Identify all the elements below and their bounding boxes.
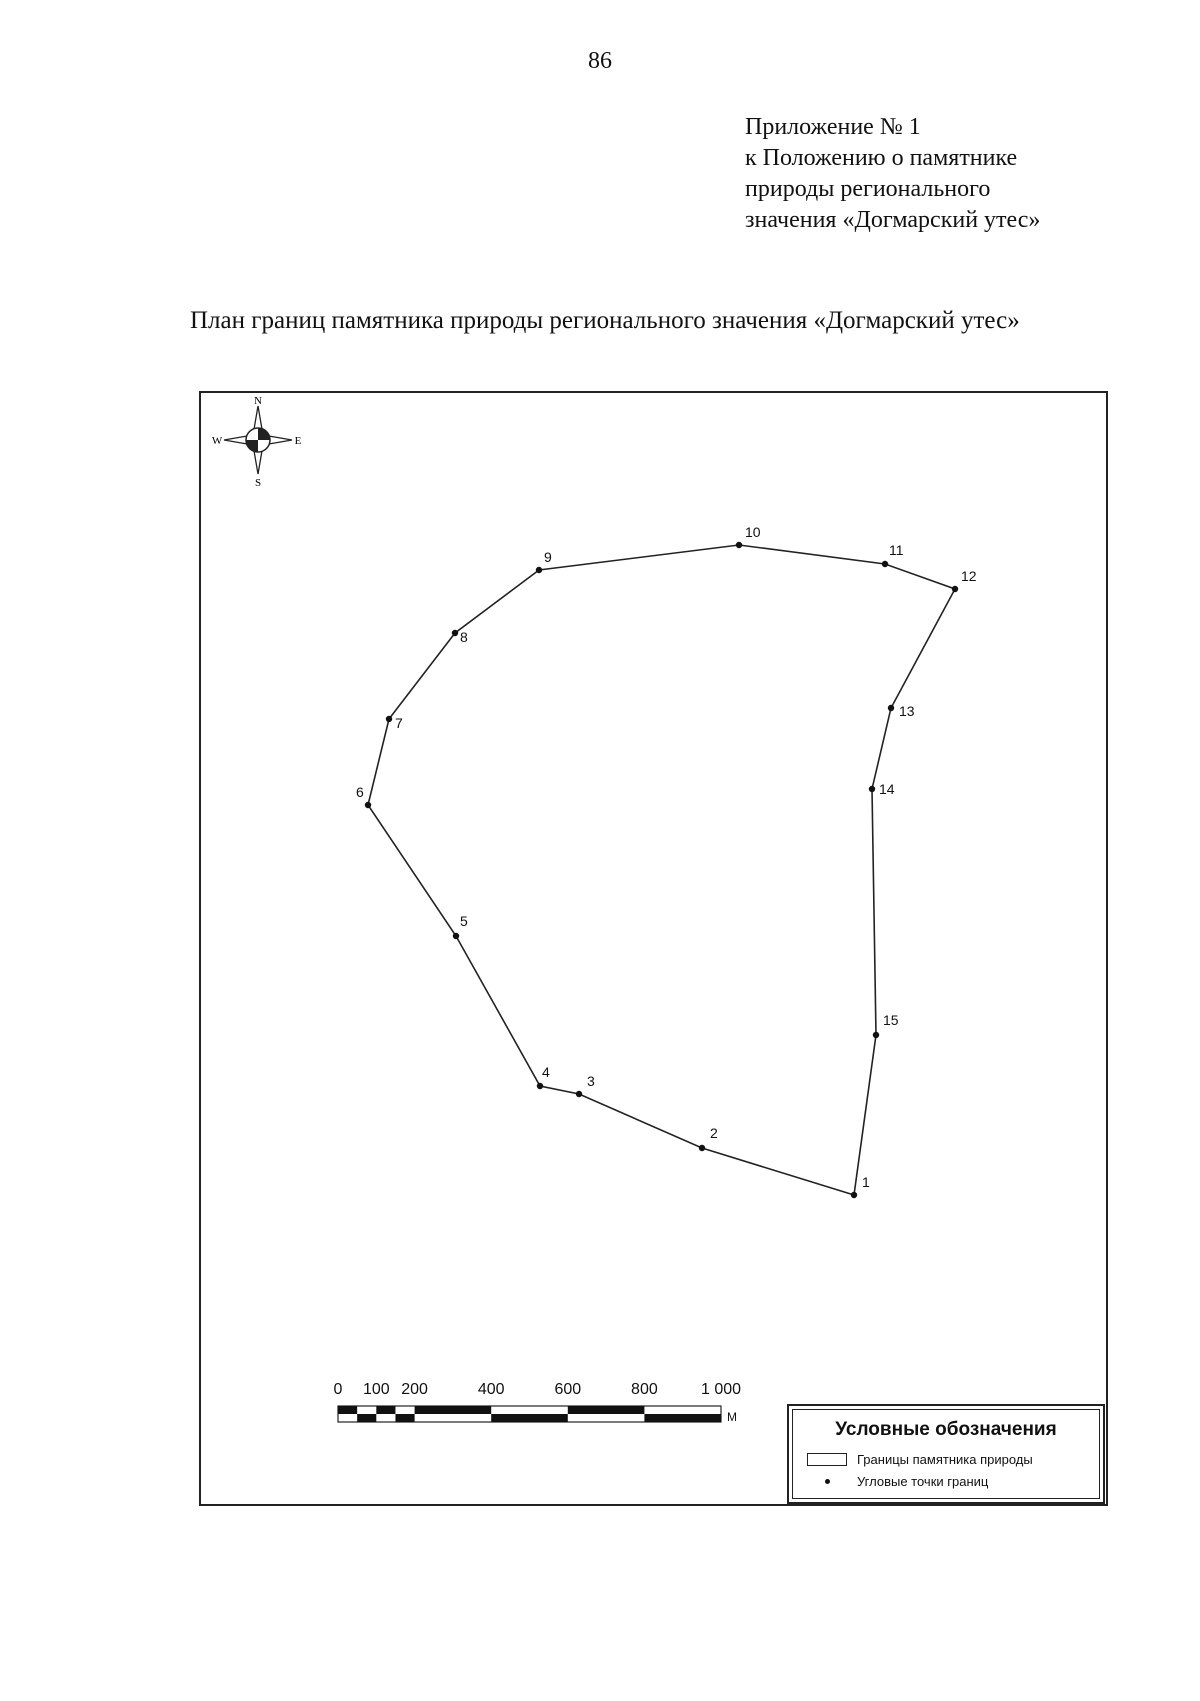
page-number: 86 <box>588 48 612 74</box>
boundary-point-label: 4 <box>542 1064 550 1080</box>
scale-bar <box>334 1381 742 1424</box>
scale-bar-tick-label: 100 <box>362 1381 390 1398</box>
scale-bar-segment <box>357 1414 376 1422</box>
scale-bar-tick-label: 0 <box>333 1381 343 1398</box>
compass-east-label: E <box>294 435 302 447</box>
boundary-point <box>952 586 958 592</box>
boundary-point-label: 12 <box>961 568 977 584</box>
boundary-line <box>368 545 955 1195</box>
boundary-point-label: 15 <box>883 1012 899 1028</box>
boundary-point <box>537 1083 543 1089</box>
legend-row-boundary <box>807 1452 1033 1467</box>
boundary-point-label: 6 <box>356 784 364 800</box>
boundary-point <box>576 1091 582 1097</box>
boundary-point-label: 14 <box>879 781 895 797</box>
legend <box>787 1404 1105 1504</box>
boundary-point-label: 10 <box>745 524 761 540</box>
boundary-point <box>699 1145 705 1151</box>
boundary-point <box>851 1192 857 1198</box>
scale-bar-segment <box>644 1414 721 1422</box>
boundary-point <box>452 630 458 636</box>
boundary-point-label: 13 <box>899 703 915 719</box>
scale-bar-segment <box>376 1406 395 1414</box>
boundary-point-label: 1 <box>862 1174 870 1190</box>
scale-bar-tick-label: 1 000 <box>700 1381 742 1398</box>
boundary-point <box>869 786 875 792</box>
scale-bar-tick-label: 800 <box>631 1381 658 1398</box>
appendix-line: природы регионального <box>745 176 991 202</box>
scale-bar-tick-label: 400 <box>477 1381 505 1398</box>
boundary-point-label: 3 <box>587 1073 595 1089</box>
scale-bar-segment <box>395 1414 414 1422</box>
scale-bar-segment <box>491 1414 568 1422</box>
boundary-point-label: 7 <box>395 715 403 731</box>
legend-boundary-label: Границы памятника природы <box>857 1452 1033 1467</box>
boundary-point <box>536 567 542 573</box>
compass-west-label: W <box>211 435 223 447</box>
scale-bar-tick-label: 600 <box>554 1381 582 1398</box>
compass-north-label: N <box>254 395 262 407</box>
boundary-point <box>888 705 894 711</box>
boundary-layer <box>356 524 977 1198</box>
scale-bar-unit: М <box>727 1410 737 1424</box>
map-canvas <box>201 393 1110 1508</box>
legend-points-label: Угловые точки границ <box>857 1474 989 1489</box>
appendix-line: значения «Догмарский утес» <box>745 207 1041 233</box>
appendix-line: к Положению о памятнике <box>745 145 1018 171</box>
appendix-line: Приложение № 1 <box>745 114 921 140</box>
legend-title: Условные обозначения <box>835 1419 1057 1440</box>
boundary-point <box>453 933 459 939</box>
legend-point-icon <box>825 1479 830 1484</box>
appendix-heading <box>745 112 1040 236</box>
boundary-point <box>365 802 371 808</box>
boundary-point-label: 8 <box>460 629 468 645</box>
scale-bar-segment <box>415 1406 492 1414</box>
boundary-point-label: 2 <box>710 1125 718 1141</box>
boundary-point-label: 9 <box>544 549 552 565</box>
boundary-point <box>882 561 888 567</box>
compass-south-label: S <box>254 477 262 489</box>
boundary-point <box>736 542 742 548</box>
legend-row-points <box>807 1474 988 1489</box>
boundary-point-label: 11 <box>889 542 904 558</box>
scale-bar-segment <box>568 1406 645 1414</box>
boundary-point <box>386 716 392 722</box>
legend-boundary-swatch <box>807 1453 847 1466</box>
boundary-point-label: 5 <box>460 913 468 929</box>
boundary-point <box>873 1032 879 1038</box>
map-frame <box>199 391 1108 1506</box>
scale-bar-segment <box>338 1406 357 1414</box>
scale-bar-tick-label: 200 <box>401 1381 428 1398</box>
plan-title: План границ памятника природы регионального значения «Догмарский утес» <box>190 307 1020 334</box>
compass-rose-icon <box>212 395 302 489</box>
